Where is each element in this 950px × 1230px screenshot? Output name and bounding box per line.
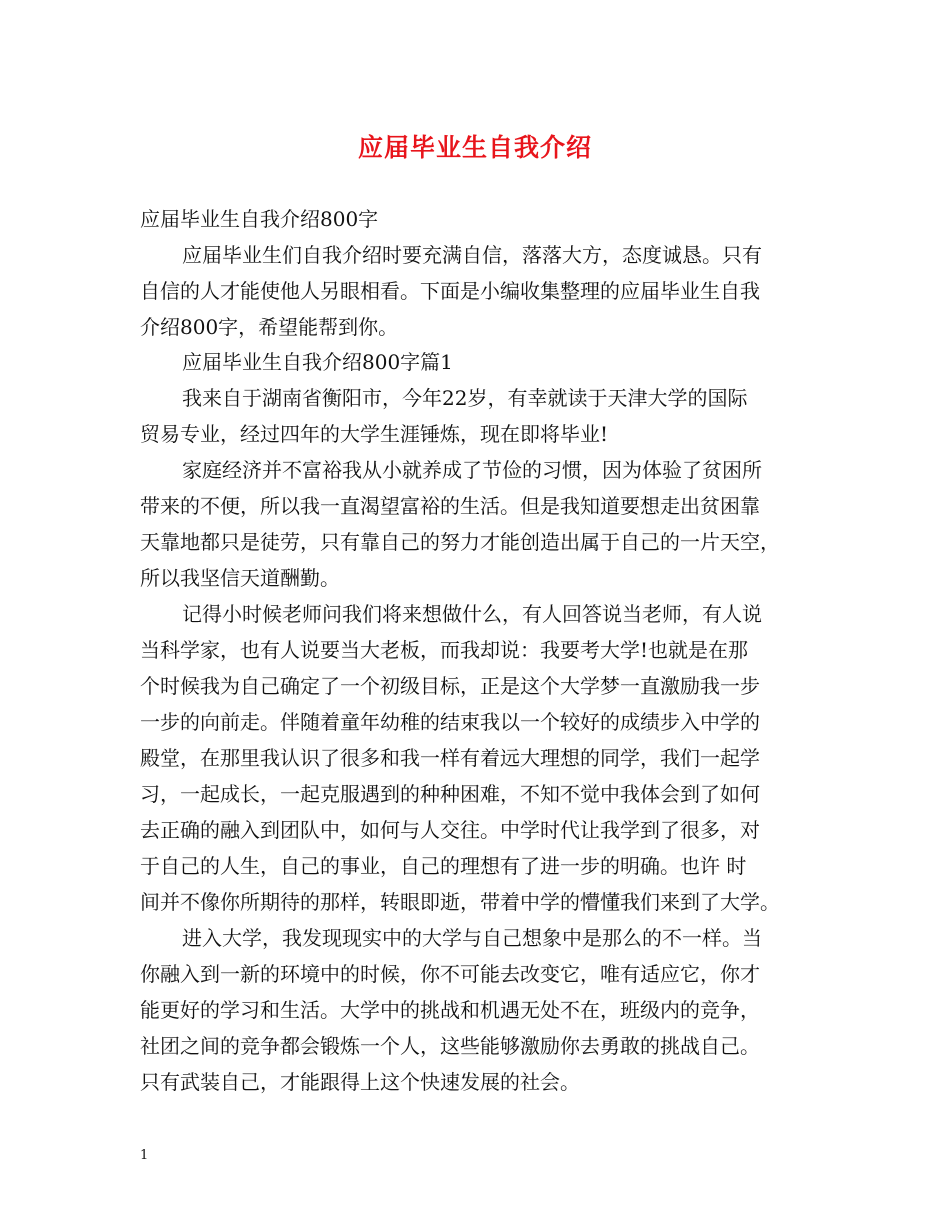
- body-line: 殿堂，在那里我认识了很多和我一样有着远大理想的同学，我们一起学: [140, 746, 760, 770]
- section-heading: 应届毕业生自我介绍800字篇1: [182, 350, 453, 374]
- body-line: 进入大学，我发现现实中的大学与自己想象中是那么的不一样。当: [182, 926, 762, 950]
- body-line: 带来的不便，所以我一直渴望富裕的生活。但是我知道要想走出贫困靠: [140, 494, 760, 518]
- body-line: 习，一起成长，一起克服遇到的种种困难，不知不觉中我体会到了如何: [140, 782, 760, 806]
- body-line: 家庭经济并不富裕我从小就养成了节俭的习惯，因为体验了贫困所: [182, 458, 762, 482]
- body-line: 我来自于湖南省衡阳市，今年22岁，有幸就读于天津大学的国际: [182, 386, 748, 410]
- body-line: 天靠地都只是徒劳，只有靠自己的努力才能创造出属于自己的一片天空，: [140, 530, 780, 554]
- body-line: 去正确的融入到团队中，如何与人交往。中学时代让我学到了很多，对: [140, 818, 760, 842]
- body-line: 一步的向前走。伴随着童年幼稚的结束我以一个较好的成绩步入中学的: [140, 710, 760, 734]
- body-line: 所以我坚信天道酬勤。: [140, 566, 340, 590]
- body-line: 只有武装自己，才能跟得上这个快速发展的社会。: [140, 1070, 580, 1094]
- body-line: 你融入到一新的环境中的时候，你不可能去改变它，唯有适应它，你才: [140, 962, 760, 986]
- body-line: 于自己的人生，自己的事业，自己的理想有了进一步的明确。也许 时: [140, 854, 747, 878]
- body-line: 个时候我为自己确定了一个初级目标，正是这个大学梦一直激励我一步: [140, 674, 760, 698]
- page-number: 1: [140, 1148, 149, 1163]
- body-line: 自信的人才能使他人另眼相看。下面是小编收集整理的应届毕业生自我: [140, 279, 760, 303]
- body-line: 社团之间的竞争都会锻炼一个人，这些能够激励你去勇敢的挑战自己。: [140, 1034, 760, 1058]
- subtitle-line: 应届毕业生自我介绍800字: [140, 207, 379, 231]
- body-line: 当科学家，也有人说要当大老板，而我却说：我要考大学!也就是在那: [140, 638, 749, 662]
- body-line: 间并不像你所期待的那样，转眼即逝，带着中学的懵懂我们来到了大学。: [140, 890, 780, 914]
- body-line: 能更好的学习和生活。大学中的挑战和机遇无处不在，班级内的竞争，: [140, 998, 760, 1022]
- body-line: 应届毕业生们自我介绍时要充满自信，落落大方，态度诚恳。只有: [182, 243, 762, 267]
- page-title: 应届毕业生自我介绍: [357, 133, 592, 162]
- body-line: 贸易专业，经过四年的大学生涯锤炼，现在即将毕业!: [140, 422, 609, 446]
- body-line: 记得小时候老师问我们将来想做什么，有人回答说当老师，有人说: [182, 602, 762, 626]
- body-line: 介绍800字，希望能帮到你。: [140, 315, 399, 339]
